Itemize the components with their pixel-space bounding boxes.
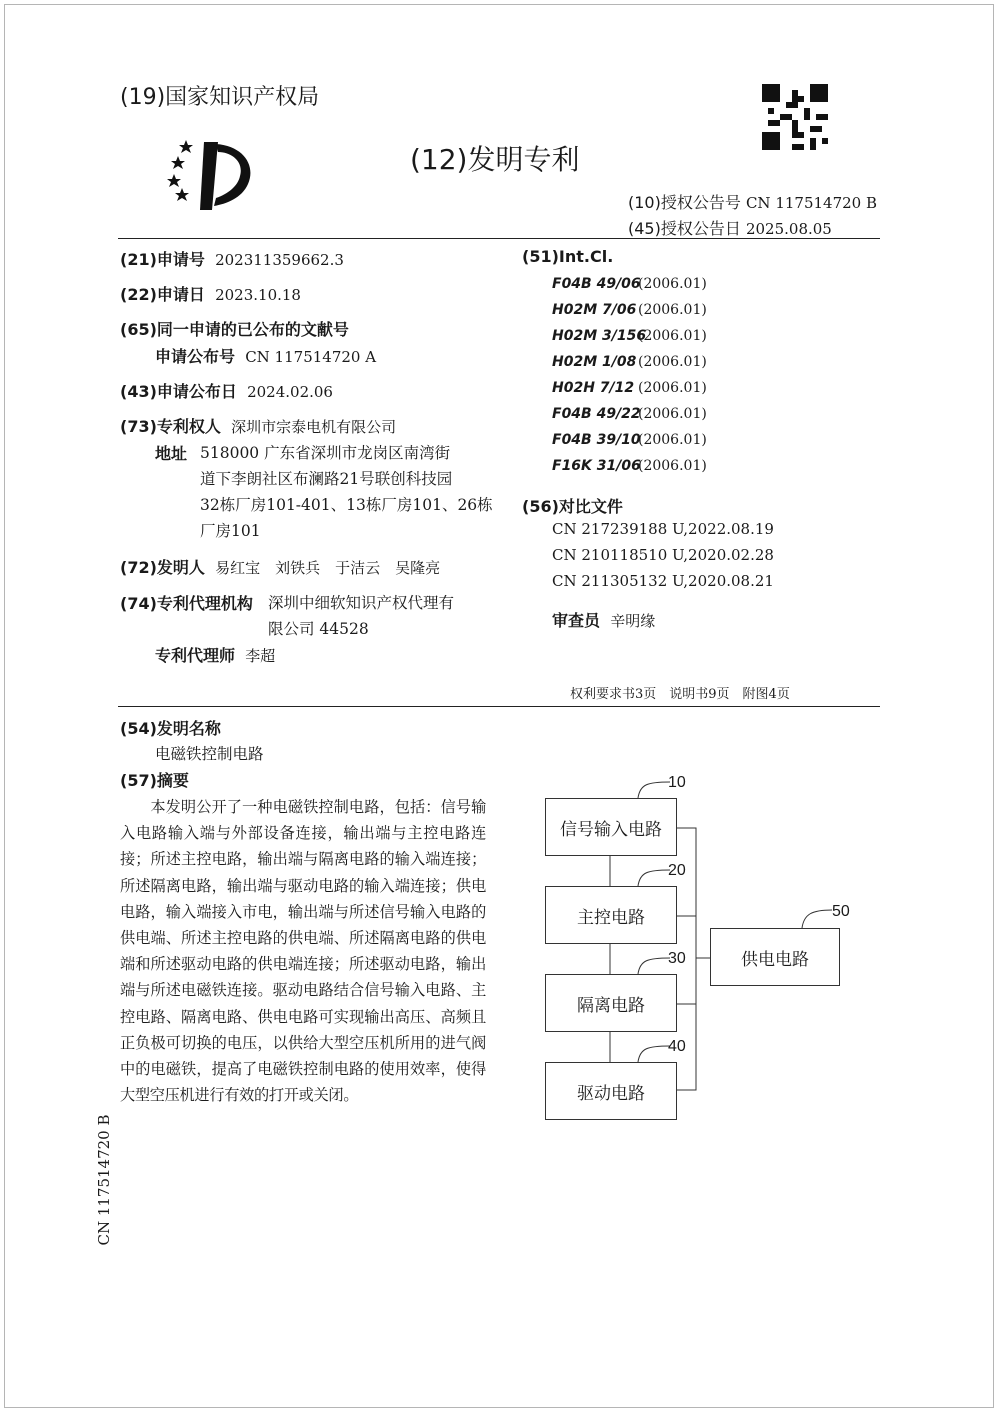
pub-no: CN 117514720 A — [245, 348, 377, 366]
side-patent-number: CN 117514720 B — [95, 1114, 113, 1246]
block-power-supply: 供电电路 — [710, 928, 840, 986]
ipc-version: (2006.01) — [638, 432, 707, 448]
ref-number: 30 — [668, 950, 686, 967]
ipc-version: (2006.01) — [638, 302, 707, 318]
address-line: 道下李朗社区布澜路21号联创科技园 — [200, 470, 453, 488]
patentee: 深圳市宗泰电机有限公司 — [231, 418, 397, 436]
ipc-version: (2006.01) — [638, 380, 707, 396]
block-main-control: 主控电路 — [545, 886, 677, 944]
citations-label: (56)对比文件 — [522, 497, 623, 516]
page-counts: 权利要求书3页 说明书9页 附图4页 — [570, 687, 790, 702]
filing-date: 2023.10.18 — [215, 286, 301, 304]
filing-date-label: (22)申请日 — [120, 285, 205, 304]
qr-code — [762, 84, 828, 150]
app-no-label: (21)申请号 — [120, 250, 205, 269]
ref-number: 40 — [668, 1038, 686, 1055]
block-signal-input: 信号输入电路 — [545, 798, 677, 856]
ipc-code: F04B 49/22 — [552, 406, 641, 422]
inventors: 易红宝 刘铁兵 于洁云 吴隆亮 — [215, 559, 441, 577]
address-line: 518000 广东省深圳市龙岗区南湾街 — [200, 444, 451, 462]
ipc-row — [552, 377, 707, 396]
block-driver: 驱动电路 — [545, 1062, 677, 1120]
citation: CN 210118510 U,2020.02.28 — [552, 546, 774, 564]
block-isolation: 隔离电路 — [545, 974, 677, 1032]
ipc-label: (51)Int.Cl. — [522, 247, 614, 266]
address-line: 32栋厂房101-401、13栋厂房101、26栋 — [200, 496, 493, 514]
title-label: (54)发明名称 — [120, 719, 221, 738]
abstract-text: 本发明公开了一种电磁铁控制电路，包括：信号输入电路输入端与外部设备连接，输出端与主控电路连接；所述主控电路，输出端与隔离电路的输入端连接；所述隔离电路，输出端与驱动电路的输入端连接；供电电路，输入端接入市电，输出端与所述信号输入电路的供电端、所述主控电路的供电端、所述隔离电路的供电端和所述驱动电路的供电端连接；所述驱动电路，输出端与所述电磁铁连接。驱动电路结合信号输入电路、主控电路、隔离电路、供电电路可实现输出高压、高频且正负极可切换的电压，以供给大型空压机所用的进气阀中的电磁铁，提高了电磁铁控制电路的使用效率，使得大型空压机进行有效的打开或关闭。 — [120, 798, 486, 1105]
grant-date: 2025.08.05 — [745, 220, 832, 238]
ipc-version: (2006.01) — [638, 276, 707, 292]
header-divider — [118, 238, 880, 239]
inventors-label: (72)发明人 — [120, 558, 205, 577]
agency-label: (74)专利代理机构 — [120, 594, 253, 613]
ref-number: 50 — [832, 903, 850, 920]
invention-title: 电磁铁控制电路 — [155, 745, 264, 763]
ref-number: 10 — [668, 774, 686, 791]
biblio-divider — [118, 706, 880, 707]
citation: CN 217239188 U,2022.08.19 — [552, 520, 774, 538]
ipc-version: (2006.01) — [638, 458, 707, 474]
agency-line: 限公司 44528 — [268, 620, 369, 638]
cnipa-logo-icon — [164, 136, 260, 212]
ipc-row — [552, 273, 707, 292]
pub-no-label: 申请公布号 — [155, 347, 236, 366]
agent-label: 专利代理师 — [155, 646, 236, 665]
prior-pub-label: (65)同一申请的已公布的文献号 — [120, 320, 349, 339]
pub-date: 2024.02.06 — [247, 383, 333, 401]
ipc-version: (2006.01) — [638, 406, 707, 422]
agent: 李超 — [245, 647, 276, 665]
ipc-row — [552, 325, 707, 344]
patent-type: (12)发明专利 — [410, 143, 580, 176]
grant-no: CN 117514720 B — [745, 194, 878, 212]
grant-no-label: (10)授权公告号 — [628, 193, 741, 212]
citation: CN 211305132 U,2020.08.21 — [552, 572, 774, 590]
ipc-version: (2006.01) — [638, 328, 707, 344]
ipc-code: F16K 31/06 — [552, 458, 641, 474]
examiner-label: 审查员 — [552, 611, 601, 630]
ipc-code: H02H 7/12 — [552, 380, 635, 396]
ipc-code: F04B 39/10 — [552, 432, 641, 448]
patentee-label: (73)专利权人 — [120, 417, 221, 436]
ipc-row — [552, 299, 707, 318]
agency-line: 深圳中细软知识产权代理有 — [268, 594, 455, 612]
ipc-row — [552, 351, 707, 370]
ref-number: 20 — [668, 862, 686, 879]
ipc-version: (2006.01) — [638, 354, 707, 370]
office-name: (19)国家知识产权局 — [120, 85, 320, 110]
grant-date-label: (45)授权公告日 — [628, 219, 741, 238]
address-label: 地址 — [155, 444, 188, 463]
address-line: 厂房101 — [200, 522, 261, 540]
ipc-code: F04B 49/06 — [552, 276, 641, 292]
ipc-row — [552, 455, 707, 474]
abstract-label: (57)摘要 — [120, 771, 189, 790]
ipc-row — [552, 403, 707, 422]
app-no: 202311359662.3 — [215, 251, 344, 269]
examiner: 辛明缘 — [610, 612, 656, 630]
ipc-code: H02M 7/06 — [552, 302, 637, 318]
ipc-code: H02M 1/08 — [552, 354, 637, 370]
ipc-code: H02M 3/156 — [552, 328, 647, 344]
ipc-row — [552, 429, 707, 448]
pub-date-label: (43)申请公布日 — [120, 382, 237, 401]
